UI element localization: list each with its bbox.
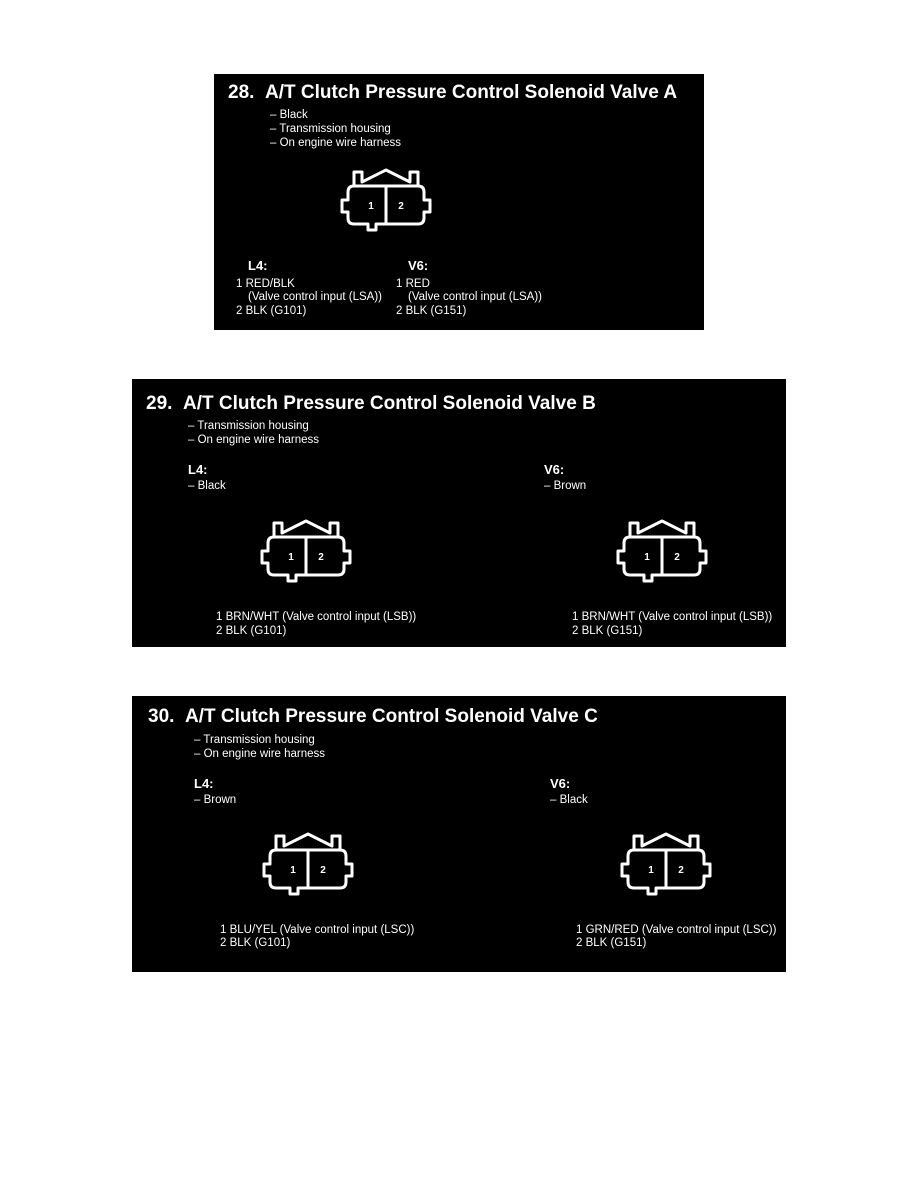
v6-header: V6: (550, 776, 571, 791)
connector-diagram-l4 (262, 832, 356, 898)
pin-2-label: 2 (318, 552, 324, 563)
connector-diagram (340, 168, 434, 234)
note-line: – On engine wire harness (194, 748, 326, 760)
panel-title (146, 393, 596, 415)
l4-header: L4: (194, 776, 214, 791)
l4-pin2: 2 BLK (G101) (236, 305, 307, 317)
note-line: – Transmission housing (194, 734, 315, 746)
panel-number: 29. (146, 393, 173, 414)
v6-pin2: 2 BLK (G151) (572, 625, 643, 637)
v6-header: V6: (408, 258, 429, 273)
pin-2-label: 2 (674, 552, 680, 563)
note-line: – Transmission housing (188, 420, 309, 432)
panel-title (228, 82, 677, 104)
pin-2-label: 2 (320, 865, 326, 876)
diagram-panel-28 (214, 74, 704, 330)
v6-pin1-detail: (Valve control input (LSA)) (408, 291, 543, 303)
connector-diagram-v6 (616, 519, 710, 585)
l4-color: – Brown (194, 794, 237, 806)
note-line: – Black (270, 109, 308, 121)
l4-pin1: 1 BLU/YEL (Valve control input (LSC)) (220, 924, 415, 936)
pin-1-label: 1 (648, 865, 654, 876)
l4-pin2: 2 BLK (G101) (216, 625, 287, 637)
note-line: – On engine wire harness (188, 434, 320, 446)
v6-pin1: 1 RED (396, 278, 430, 290)
panel-number: 30. (148, 706, 175, 727)
l4-pin2: 2 BLK (G101) (220, 937, 291, 949)
panel-title (148, 706, 598, 728)
l4-header: L4: (188, 462, 208, 477)
l4-header: L4: (248, 258, 268, 273)
pin-1-label: 1 (368, 201, 374, 212)
panel-title-text: A/T Clutch Pressure Control Solenoid Valve C (184, 706, 598, 727)
pin-1-label: 1 (290, 865, 296, 876)
v6-pin2: 2 BLK (G151) (396, 305, 467, 317)
panel-title-text: A/T Clutch Pressure Control Solenoid Valve B (182, 393, 596, 414)
pin-1-label: 1 (288, 552, 294, 563)
v6-pin2: 2 BLK (G151) (576, 937, 647, 949)
note-line: – On engine wire harness (270, 137, 402, 149)
pin-2-label: 2 (678, 865, 684, 876)
panel-title-text: A/T Clutch Pressure Control Solenoid Valve A (264, 82, 678, 103)
pin-2-label: 2 (398, 201, 404, 212)
l4-pin1-detail: (Valve control input (LSA)) (248, 291, 383, 303)
v6-header: V6: (544, 462, 565, 477)
v6-color: – Brown (544, 480, 587, 492)
v6-color: – Black (550, 794, 588, 806)
diagram-panel-30 (132, 696, 786, 972)
l4-pin1: 1 BRN/WHT (Valve control input (LSB)) (216, 611, 417, 623)
connector-diagram-l4 (260, 519, 354, 585)
panel-number: 28. (228, 82, 255, 103)
v6-pin1: 1 BRN/WHT (Valve control input (LSB)) (572, 611, 773, 623)
note-line: – Transmission housing (270, 123, 391, 135)
pin-1-label: 1 (644, 552, 650, 563)
v6-pin1: 1 GRN/RED (Valve control input (LSC)) (576, 924, 777, 936)
l4-pin1: 1 RED/BLK (236, 278, 295, 290)
l4-color: – Black (188, 480, 226, 492)
connector-diagram-v6 (620, 832, 714, 898)
diagram-panel-29 (132, 379, 786, 647)
